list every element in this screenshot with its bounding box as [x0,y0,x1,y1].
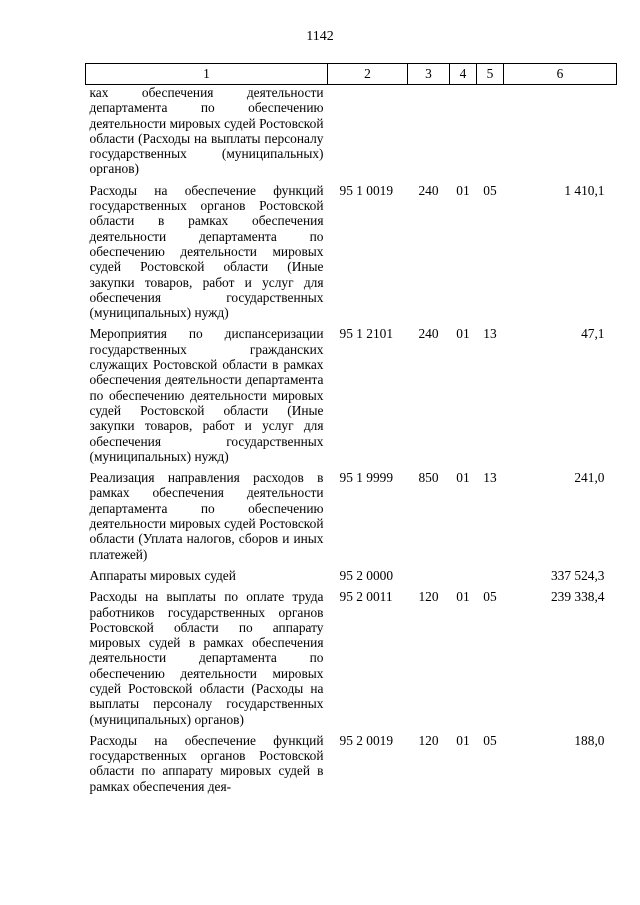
row-target-code [328,85,408,183]
header-col-5: 5 [477,64,504,85]
row-description: Расходы на выплаты по оплате труда работников государственных органов Ростовской области по аппарату мировых судей в рамках обеспечения деятельности департамента по обеспечению деятельности мировых судей Ростовской области (Расходы на выплаты персоналу государственных (муниципальных) органов) [89,589,324,727]
row-amount [504,85,617,183]
row-expense-type: 240 [418,326,439,342]
row-subsection: 05 [483,182,497,198]
table-row [86,85,617,183]
row-expense-type: 850 [418,470,439,486]
row-description: Аппараты мировых судей [89,567,236,583]
header-col-1: 1 [86,64,328,85]
row-subsection: 05 [483,732,497,748]
table-row [86,183,617,327]
row-description: Реализация направления расходов в рамках обеспечения деятельности департамента по обеспечению деятельности мировых судей Ростовской области (Уплата налогов, сборов и иных платежей) [89,470,324,562]
row-target-code: 95 2 0000 [339,567,394,583]
row-expense-type [408,568,450,589]
table-row [86,470,617,568]
row-description: Расходы на обеспечение функций государственных органов Ростовской области по аппарату мировых судей в рамках обеспечения дея- [89,732,324,794]
header-col-4: 4 [450,64,477,85]
row-amount: 47,1 [581,326,605,342]
row-target-code: 95 1 2101 [339,326,394,342]
row-amount: 337 524,3 [550,567,605,583]
row-amount: 188,0 [574,732,605,748]
page-number: 1142 [306,29,334,44]
row-amount: 241,0 [574,470,605,486]
row-expense-type: 240 [418,182,439,198]
row-expense-type [408,85,450,183]
row-target-code: 95 1 9999 [339,470,394,486]
row-expense-type: 120 [418,732,439,748]
table-row [86,326,617,470]
row-section: 01 [456,732,470,748]
row-subsection: 13 [483,326,497,342]
row-expense-type: 120 [418,589,439,605]
table-row [86,589,617,733]
row-target-code: 95 1 0019 [339,182,394,198]
row-subsection [477,568,504,589]
row-section [450,85,477,183]
row-target-code: 95 2 0011 [339,589,393,605]
row-section: 01 [456,470,470,486]
table-header-row [86,64,617,85]
row-section: 01 [456,589,470,605]
row-section [450,568,477,589]
header-col-6: 6 [504,64,617,85]
row-section: 01 [456,326,470,342]
table-row [86,568,617,589]
table-row [86,733,617,800]
budget-table [85,63,617,800]
row-subsection: 13 [483,470,497,486]
row-subsection [477,85,504,183]
row-section: 01 [456,182,470,198]
header-col-3: 3 [408,64,450,85]
row-amount: 239 338,4 [550,589,605,605]
row-description: Расходы на обеспечение функций государственных органов Ростовской области в рамках обеспечения деятельности департамента по обеспечению деятельности мировых судей Ростовской области (Иные закупки товаров, работ и услуг для обеспечения государственных (муниципальных) нужд) [89,182,324,321]
row-description: Мероприятия по диспансеризации государственных гражданских служащих Ростовской области в рамках обеспечения деятельности департамента по обеспечению деятельности мировых судей Ростовской области (Иные закупки товаров, работ и услуг для обеспечения государственных (муниципальных) нужд) [89,326,324,464]
header-col-2: 2 [328,64,408,85]
row-target-code: 95 2 0019 [339,732,394,748]
row-description: ках обеспечения деятельности департамента по обеспечению деятельности мировых судей Ростовской области (Расходы на выплаты персоналу государственных (муниципальных) органов) [89,85,324,177]
row-amount: 1 410,1 [564,182,605,198]
row-subsection: 05 [483,589,497,605]
